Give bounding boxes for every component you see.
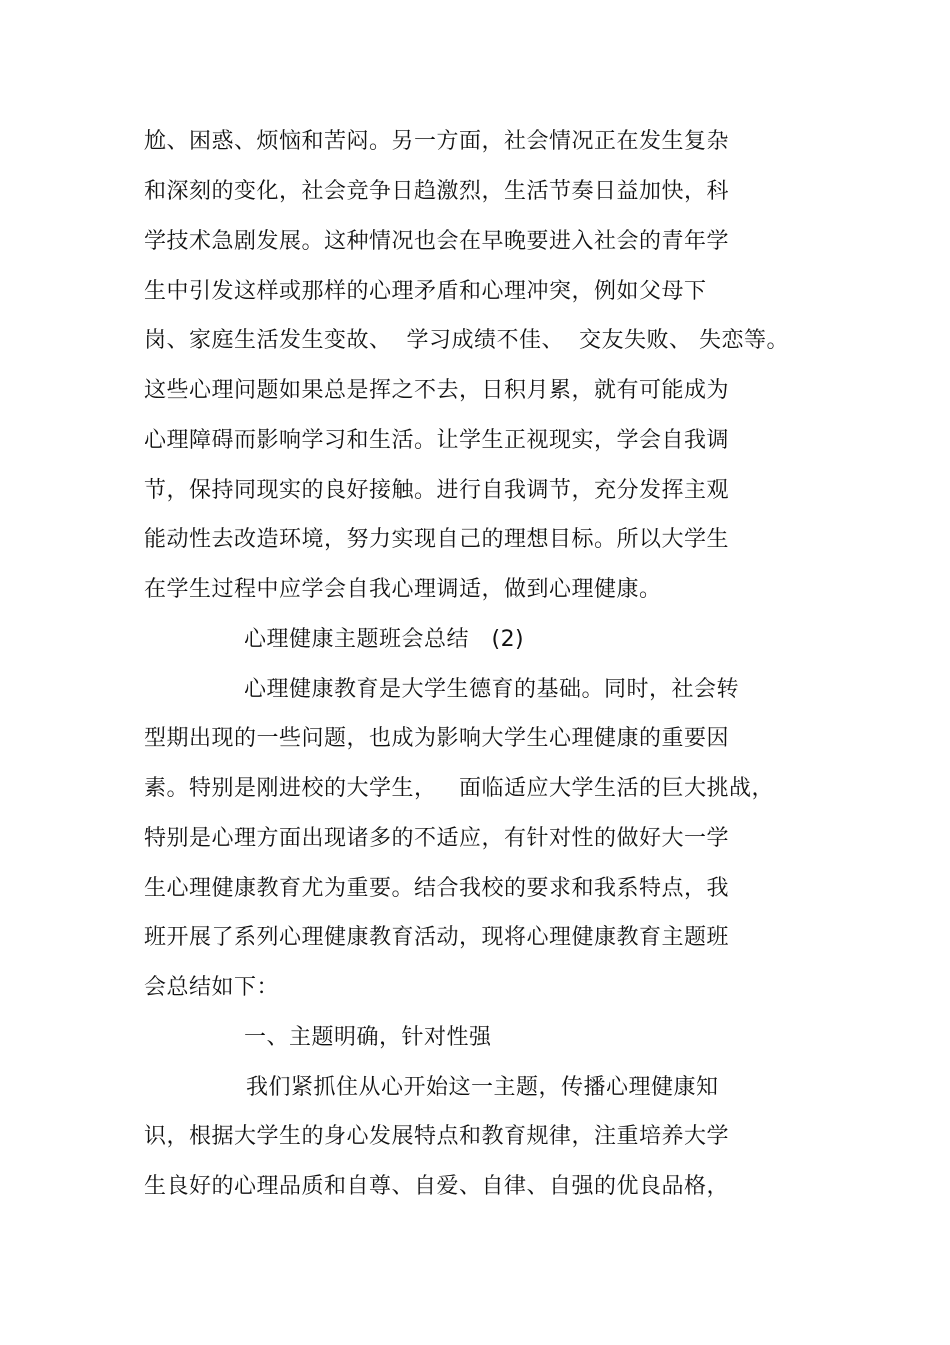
- text-line: 这些心理问题如果总是挥之不去，日积月累，就有可能成为: [144, 378, 730, 403]
- text-line: 能动性去改造环境，努力实现自己的理想目标。所以大学生: [144, 527, 730, 552]
- text-line: 生心理健康教育尤为重要。结合我校的要求和我系特点，我: [144, 876, 730, 901]
- text-line: 和深刻的变化，社会竞争日趋激烈，生活节奏日益加快，科: [144, 179, 730, 204]
- text-line: 尬、困惑、烦恼和苦闷。另一方面，社会情况正在发生复杂: [144, 129, 730, 154]
- text-line: 心理障碍而影响学习和生活。让学生正视现实，学会自我调: [144, 428, 730, 453]
- text-line: 岗、家庭生活发生变故、 学习成绩不佳、 交友失败、 失恋等。: [144, 328, 789, 353]
- text-line: 生良好的心理品质和自尊、自爱、自律、自强的优良品格，: [144, 1174, 730, 1199]
- text-line: 心理健康教育是大学生德育的基础。同时，社会转: [244, 677, 740, 702]
- text-line: 特别是心理方面出现诸多的不适应，有针对性的做好大一学: [144, 826, 730, 851]
- text-line: 素。特别是刚进校的大学生， 面临适应大学生活的巨大挑战，: [144, 776, 774, 801]
- text-line: 会总结如下：: [144, 975, 280, 1000]
- text-line: 班开展了系列心理健康教育活动，现将心理健康教育主题班: [144, 925, 730, 950]
- text-line: 识，根据大学生的身心发展特点和教育规律，注重培养大学: [144, 1124, 730, 1149]
- text-line: 在学生过程中应学会自我心理调适，做到心理健康。: [144, 577, 662, 602]
- text-line: 生中引发这样或那样的心理矛盾和心理冲突，例如父母下: [144, 279, 707, 304]
- section-title: 心理健康主题班会总结 (2): [244, 627, 525, 652]
- text-line: 我们紧抓住从心开始这一主题，传播心理健康知: [246, 1075, 719, 1100]
- subheading: 一、主题明确，针对性强: [244, 1025, 492, 1050]
- text-line: 节，保持同现实的良好接触。进行自我调节，充分发挥主观: [144, 478, 730, 503]
- text-line: 学技术急剧发展。这种情况也会在早晚要进入社会的青年学: [144, 229, 730, 254]
- text-line: 型期出现的一些问题，也成为影响大学生心理健康的重要因: [144, 726, 730, 751]
